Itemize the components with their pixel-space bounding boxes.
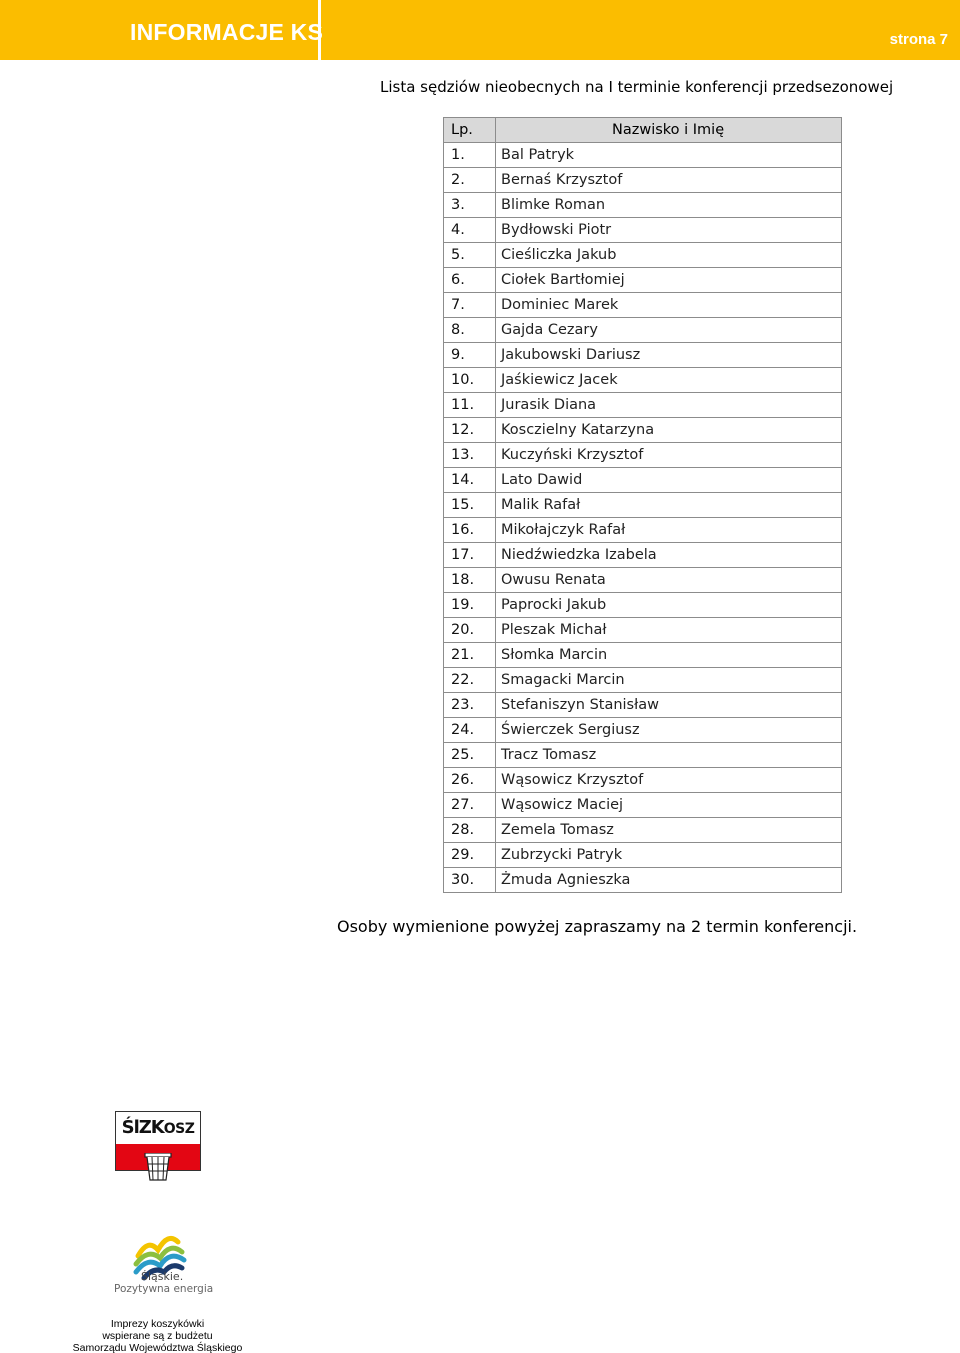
table-row	[444, 643, 842, 668]
column-header-name: Nazwisko i Imię	[496, 118, 842, 143]
row-number: 30.	[444, 868, 496, 893]
row-number: 2.	[444, 168, 496, 193]
table-row	[444, 293, 842, 318]
row-number: 5.	[444, 243, 496, 268]
table-row	[444, 418, 842, 443]
table-row	[444, 593, 842, 618]
table-row	[444, 693, 842, 718]
row-number: 3.	[444, 193, 496, 218]
table-row	[444, 468, 842, 493]
row-number: 12.	[444, 418, 496, 443]
table-row	[444, 168, 842, 193]
table-row	[444, 443, 842, 468]
footer-line-1: Imprezy koszykówki	[110, 1318, 205, 1330]
judge-name: Kosczielny Katarzyna	[496, 418, 842, 443]
judge-name: Żmuda Agnieszka	[496, 868, 842, 893]
judge-name: Kuczyński Krzysztof	[496, 443, 842, 468]
judge-name: Dominiec Marek	[496, 293, 842, 318]
row-number: 20.	[444, 618, 496, 643]
judge-name: Cieśliczka Jakub	[496, 243, 842, 268]
judge-name: Bernaś Krzysztof	[496, 168, 842, 193]
basketball-hoop-icon	[143, 1153, 173, 1181]
szkosz-logo-text: ŚlZKOSZ	[121, 1117, 195, 1138]
row-number: 17.	[444, 543, 496, 568]
row-number: 4.	[444, 218, 496, 243]
row-number: 28.	[444, 818, 496, 843]
table-body	[444, 143, 842, 893]
row-number: 8.	[444, 318, 496, 343]
table-row	[444, 143, 842, 168]
row-number: 23.	[444, 693, 496, 718]
row-number: 9.	[444, 343, 496, 368]
table-row	[444, 318, 842, 343]
row-number: 6.	[444, 268, 496, 293]
column-header-lp: Lp.	[444, 118, 496, 143]
judge-name: Świerczek Sergiusz	[496, 718, 842, 743]
judge-name: Jakubowski Dariusz	[496, 343, 842, 368]
judge-name: Tracz Tomasz	[496, 743, 842, 768]
table-row	[444, 718, 842, 743]
row-number: 15.	[444, 493, 496, 518]
row-number: 7.	[444, 293, 496, 318]
judge-name: Mikołajczyk Rafał	[496, 518, 842, 543]
judge-name: Jurasik Diana	[496, 393, 842, 418]
judge-name: Blimke Roman	[496, 193, 842, 218]
judge-name: Paprocki Jakub	[496, 593, 842, 618]
row-number: 29.	[444, 843, 496, 868]
table-row	[444, 818, 842, 843]
judge-name: Niedźwiedzka Izabela	[496, 543, 842, 568]
table-row	[444, 393, 842, 418]
header-bar-right	[321, 0, 960, 60]
slaskie-slogan: Pozytywna energia	[114, 1283, 214, 1295]
table-row	[444, 493, 842, 518]
row-number: 21.	[444, 643, 496, 668]
judge-name: Lato Dawid	[496, 468, 842, 493]
judge-name: Słomka Marcin	[496, 643, 842, 668]
table-header-row	[444, 118, 842, 143]
judge-name: Wąsowicz Krzysztof	[496, 768, 842, 793]
table-row	[444, 268, 842, 293]
judge-name: Smagacki Marcin	[496, 668, 842, 693]
judge-name: Owusu Renata	[496, 568, 842, 593]
judge-name: Ciołek Bartłomiej	[496, 268, 842, 293]
table-row	[444, 218, 842, 243]
row-number: 13.	[444, 443, 496, 468]
judge-name: Bydłowski Piotr	[496, 218, 842, 243]
table-row	[444, 343, 842, 368]
row-number: 27.	[444, 793, 496, 818]
page-number: strona 7	[889, 31, 948, 48]
judge-name: Jaśkiewicz Jacek	[496, 368, 842, 393]
footer-line-3: Samorządu Województwa Śląskiego	[72, 1342, 243, 1353]
table-row	[444, 843, 842, 868]
judge-name: Stefaniszyn Stanisław	[496, 693, 842, 718]
invite-text: Osoby wymienione powyżej zapraszamy na 2 termin konferencji.	[337, 917, 858, 936]
row-number: 25.	[444, 743, 496, 768]
table-row	[444, 793, 842, 818]
table-row	[444, 518, 842, 543]
row-number: 11.	[444, 393, 496, 418]
footer-line-2: wspierane są z budżetu	[102, 1330, 213, 1342]
row-number: 16.	[444, 518, 496, 543]
judge-name: Wąsowicz Maciej	[496, 793, 842, 818]
judge-name: Gajda Cezary	[496, 318, 842, 343]
row-number: 10.	[444, 368, 496, 393]
table-row	[444, 868, 842, 893]
judge-name: Zubrzycki Patryk	[496, 843, 842, 868]
table-row	[444, 368, 842, 393]
row-number: 19.	[444, 593, 496, 618]
list-title: Lista sędziów nieobecnych na I terminie konferencji przedsezonowej	[380, 78, 894, 96]
table-row	[444, 668, 842, 693]
table-row	[444, 768, 842, 793]
judge-name: Zemela Tomasz	[496, 818, 842, 843]
slaskie-name: Śląskie.	[141, 1270, 184, 1283]
szkosz-logo-top	[116, 1112, 200, 1144]
header-title: INFORMACJE KS	[130, 19, 324, 45]
table-row	[444, 618, 842, 643]
table-row	[444, 243, 842, 268]
table-row	[444, 193, 842, 218]
row-number: 1.	[444, 143, 496, 168]
judges-table	[443, 117, 842, 893]
row-number: 18.	[444, 568, 496, 593]
table-row	[444, 543, 842, 568]
row-number: 14.	[444, 468, 496, 493]
judge-name: Malik Rafał	[496, 493, 842, 518]
judge-name: Bal Patryk	[496, 143, 842, 168]
row-number: 24.	[444, 718, 496, 743]
row-number: 22.	[444, 668, 496, 693]
table-row	[444, 743, 842, 768]
table-row	[444, 568, 842, 593]
judge-name: Pleszak Michał	[496, 618, 842, 643]
row-number: 26.	[444, 768, 496, 793]
